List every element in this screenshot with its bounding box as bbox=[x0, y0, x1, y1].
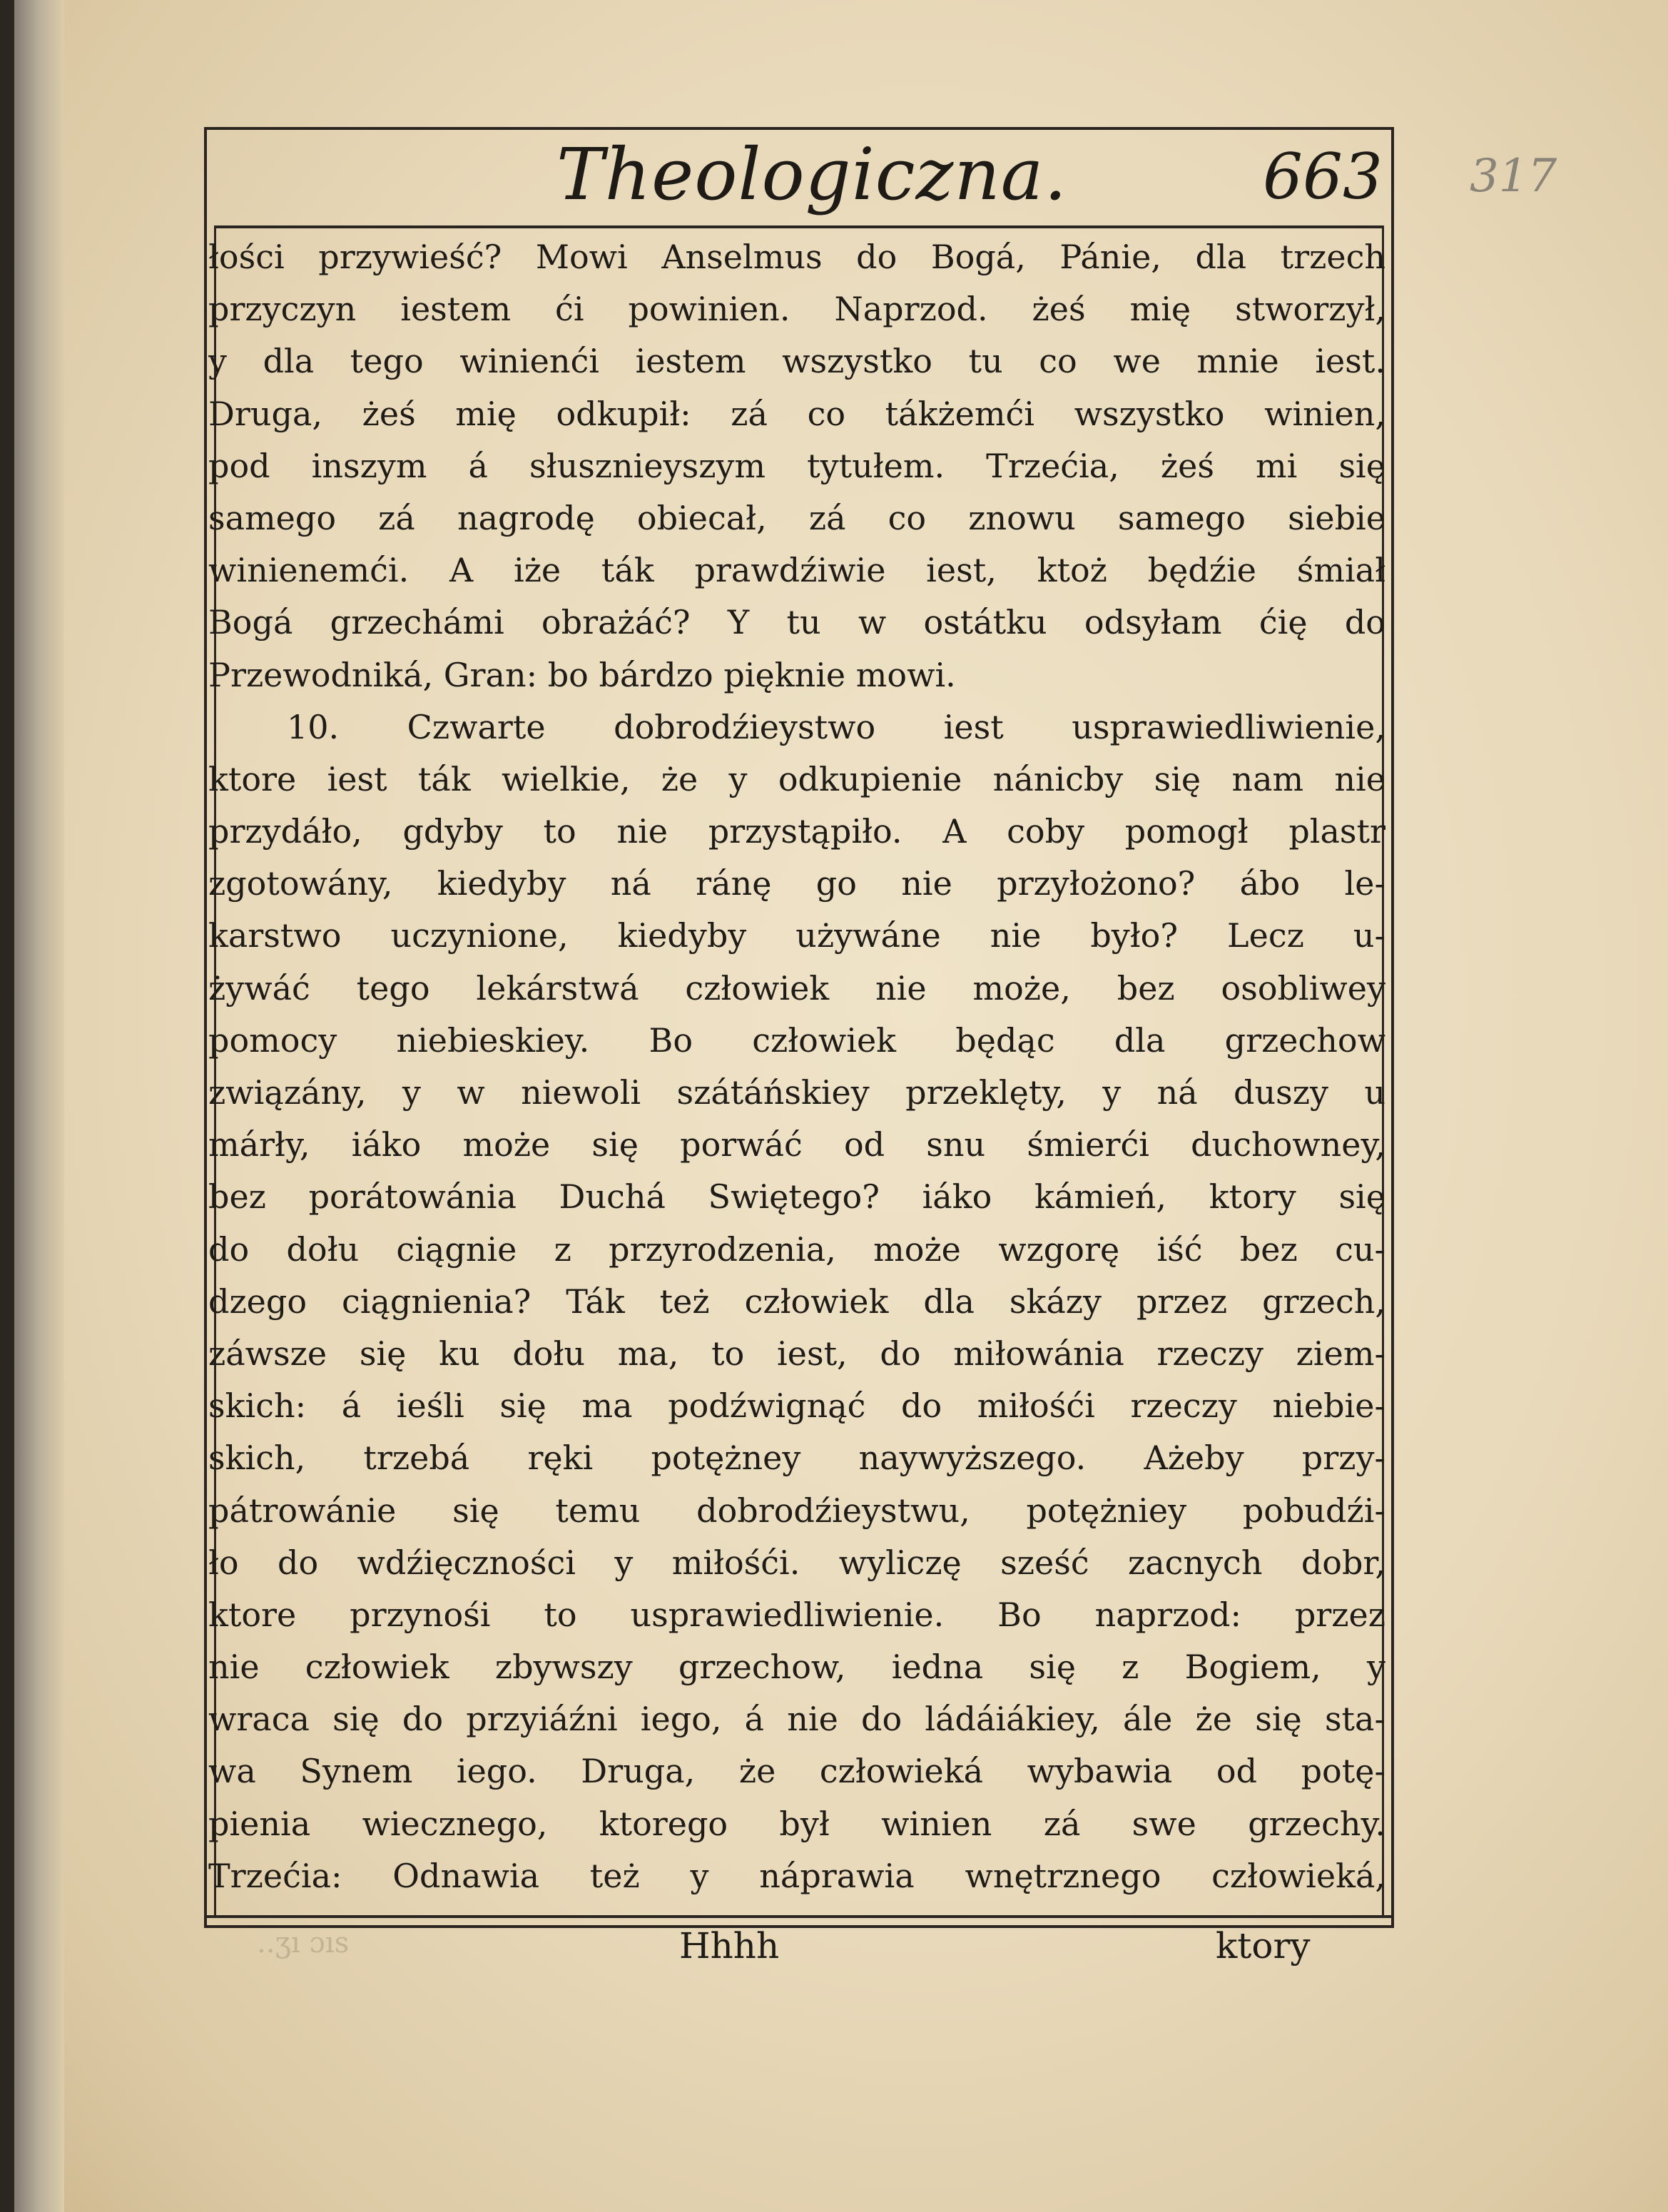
spine-shadow bbox=[0, 0, 14, 2212]
body-line: wraca się do przyiáźni iego, á nie do ládáiákiey, ále że się sta- bbox=[208, 1700, 1385, 1739]
body-line: pátrowánie się temu dobrodźieystwu, potężniey pobudźi- bbox=[208, 1491, 1385, 1530]
footer-rule bbox=[204, 1915, 1394, 1918]
body-line: wa Synem iego. Druga, że człowieká wybawia od potę- bbox=[208, 1752, 1385, 1791]
body-line: związány, y w niewoli szátáńskiey przeklęty, y ná duszy u bbox=[208, 1073, 1385, 1112]
pencil-folio-note: 317 bbox=[1470, 150, 1557, 203]
body-line: nie człowiek zbywszy grzechow, iedna się z Bogiem, y bbox=[208, 1648, 1385, 1687]
body-line: pienia wiecznego, ktorego był winien zá swe grzechy. bbox=[208, 1804, 1385, 1843]
body-line: márły, iáko może się porwáć od snu śmierći duchowney, bbox=[208, 1125, 1385, 1165]
body-line: do dołu ciągnie z przyrodzenia, może wzgorę iść bez cu- bbox=[208, 1229, 1385, 1269]
body-line: y dla tego winienći iestem wszystko tu co we mnie iest. bbox=[208, 342, 1385, 381]
running-title: Theologiczna. bbox=[556, 133, 1068, 216]
body-line: zgotowány, kiedyby ná ránę go nie przyłożono? ábo le- bbox=[208, 864, 1385, 903]
body-line: skich, trzebá ręki potężney naywyższego. Ażeby przy- bbox=[208, 1439, 1385, 1478]
body-line: przydáło, gdyby to nie przystąpiło. A coby pomogł plastr bbox=[208, 812, 1385, 851]
body-line: samego zá nagrodę obiecał, zá co znowu samego siebie bbox=[208, 498, 1385, 537]
body-line: pomocy niebieskiey. Bo człowiek będąc dla grzechow bbox=[208, 1020, 1385, 1060]
body-line: łości przywieść? Mowi Anselmus do Bogá, Pánie, dla trzech bbox=[208, 238, 1385, 276]
body-line: dzego ciągnienia? Ták też człowiek dla skázy przez grzech, bbox=[208, 1282, 1385, 1321]
body-line: karstwo uczynione, kiedyby używáne nie było? Lecz u- bbox=[208, 916, 1385, 955]
body-line: Przewodniká, Gran: bo bárdzo pięknie mowi. bbox=[208, 655, 956, 694]
body-text bbox=[208, 231, 1385, 1902]
catchword: ktory bbox=[1216, 1925, 1311, 1967]
body-line: żywáć tego lekárstwá człowiek nie może, bez osobliwey bbox=[208, 968, 1385, 1008]
signature-mark: Hhhh bbox=[679, 1925, 780, 1967]
body-line: pod inszym á słusznieyszym tytułem. Trzećia, żeś mi się bbox=[208, 446, 1385, 485]
body-line: záwsze się ku dołu ma, to iest, do miłowánia rzeczy ziem- bbox=[208, 1334, 1385, 1373]
body-line: winienemći. A iże ták prawdźiwie iest, ktoż będźie śmiał bbox=[208, 551, 1385, 590]
body-line: Trzećia: Odnawia też y náprawia wnętrznego człowieká, bbox=[208, 1856, 1385, 1895]
body-line: ło do wdźięczności y miłośći. wyliczę sześć zacnych dobr, bbox=[208, 1543, 1385, 1582]
body-line: przyczyn iestem ći powinien. Naprzod. żeś mię stworzył, bbox=[208, 290, 1385, 329]
body-line: ktore iest ták wielkie, że y odkupienie nánicby się nam nie bbox=[208, 759, 1385, 798]
body-line: Druga, żeś mię odkupił: zá co tákżemći wszystko winien, bbox=[208, 394, 1385, 433]
body-line: Bogá grzechámi obrażáć? Y tu w ostátku odsyłam ćię do bbox=[208, 603, 1385, 642]
body-line: 10. Czwarte dobrodźieystwo iest usprawiedliwienie, bbox=[287, 707, 1385, 746]
bleed-through-text: ..ʒı ɔıs bbox=[257, 1927, 350, 1959]
page-number: 663 bbox=[1263, 140, 1383, 213]
body-line: bez porátowánia Duchá Swiętego? iáko kámień, ktory się bbox=[208, 1177, 1385, 1217]
body-line: ktore przynośi to usprawiedliwienie. Bo naprzod: przez bbox=[208, 1595, 1385, 1634]
body-line: skich: á ieśli się ma podźwignąć do miłośći rzeczy niebie- bbox=[208, 1386, 1385, 1426]
